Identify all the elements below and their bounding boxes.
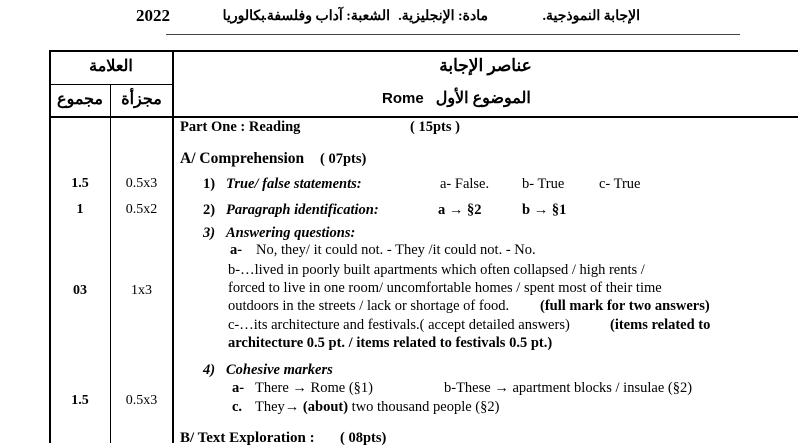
- section-b-title: B/ Text Exploration :: [180, 430, 315, 446]
- mark-total-q3: 03: [73, 283, 87, 298]
- total-column-title: مجموع: [57, 91, 103, 108]
- mark-part-q2: 0.5x2: [125, 202, 158, 217]
- table-divider-mark-header: [49, 84, 172, 85]
- mark-total-q2: 1: [76, 202, 84, 217]
- q3-number: 3): [203, 225, 216, 241]
- exam-header: [0, 6, 640, 30]
- q4-c-bold: (about): [302, 399, 349, 415]
- topic-title: [382, 88, 531, 108]
- section-a-points: ( 07pts): [320, 151, 367, 167]
- q4-c-answer: [255, 399, 499, 416]
- table-divider-marks: [110, 84, 111, 443]
- q3-b-line2: forced to live in one room/ uncomfortable homes / spent most of their time: [228, 280, 662, 296]
- header-exam: بكالوريا: [222, 9, 265, 24]
- q4-c-prefix: c.: [232, 399, 243, 415]
- q3-c-note2: architecture 0.5 pt. / items related to festivals 0.5 pt.): [228, 335, 553, 351]
- q2-number: 2): [203, 202, 216, 218]
- topic-name: Rome: [382, 90, 424, 107]
- q3-b-line3: outdoors in the streets / lack or shortage of food.: [228, 298, 510, 314]
- q3-c-note1: (items related to: [610, 317, 711, 333]
- q3-a-prefix: a-: [230, 242, 243, 258]
- part-one-points: ( 15pts ): [410, 119, 460, 135]
- q4-b-answer: b-These → apartment blocks / insulae (§2): [444, 380, 693, 396]
- section-b-points: ( 08pts): [340, 430, 387, 446]
- q3-label: Answering questions:: [226, 225, 356, 241]
- q4-a-answer: There → Rome (§1): [255, 380, 373, 396]
- topic-label: الموضوع الأول: [435, 90, 531, 107]
- mark-part-q1: 0.5x3: [125, 176, 158, 191]
- q2-answer-a: a → §2: [438, 202, 482, 218]
- q3-a-answer: No, they/ it could not. - They /it could not. - No.: [256, 242, 536, 258]
- section-a-title: A/ Comprehension: [180, 150, 305, 167]
- q1-label: True/ false statements:: [226, 176, 362, 192]
- mark-column-title: العلامة: [89, 58, 133, 75]
- q4-a-prefix: a-: [232, 380, 245, 396]
- table-border-top: [49, 50, 798, 52]
- q1-answer-a: a- False.: [440, 176, 490, 192]
- part-one-title: Part One : Reading: [180, 119, 301, 135]
- q4-number: 4): [203, 362, 216, 378]
- header-model-answer: الإجابة النموذجية.: [542, 9, 640, 24]
- partial-column-title: مجزأة: [121, 91, 162, 108]
- table-divider-main: [172, 50, 174, 443]
- mark-total-q1: 1.5: [71, 176, 89, 191]
- header-subject: مادة: الإنجليزية.: [398, 9, 488, 24]
- answer-column-title: عناصر الإجابة: [439, 56, 532, 75]
- q4-c-post: two thousand people (§2): [351, 399, 500, 415]
- q3-b-line1: b-…lived in poorly built apartments which often collapsed / high rents /: [228, 262, 645, 278]
- q1-number: 1): [203, 176, 216, 192]
- header-stream: الشعبة: آداب وفلسفة.: [263, 9, 390, 24]
- q2-answer-b: b → §1: [522, 202, 567, 218]
- q4-label: Cohesive markers: [226, 362, 333, 378]
- q4-c-pre: They→: [255, 399, 300, 415]
- q1-answer-b: b- True: [522, 176, 565, 192]
- q1-answer-c: c- True: [599, 176, 641, 192]
- table-header-bottom: [49, 116, 798, 118]
- header-year: 2022: [136, 6, 170, 25]
- mark-part-q4: 0.5x3: [125, 393, 158, 408]
- q3-b-note: (full mark for two answers): [540, 298, 710, 314]
- mark-total-q4: 1.5: [71, 393, 89, 408]
- q2-label: Paragraph identification:: [226, 202, 379, 218]
- header-divider: [166, 34, 740, 35]
- q3-c-answer: c-…its architecture and festivals.( accept detailed answers): [228, 317, 570, 333]
- mark-part-q3: 1x3: [131, 283, 152, 298]
